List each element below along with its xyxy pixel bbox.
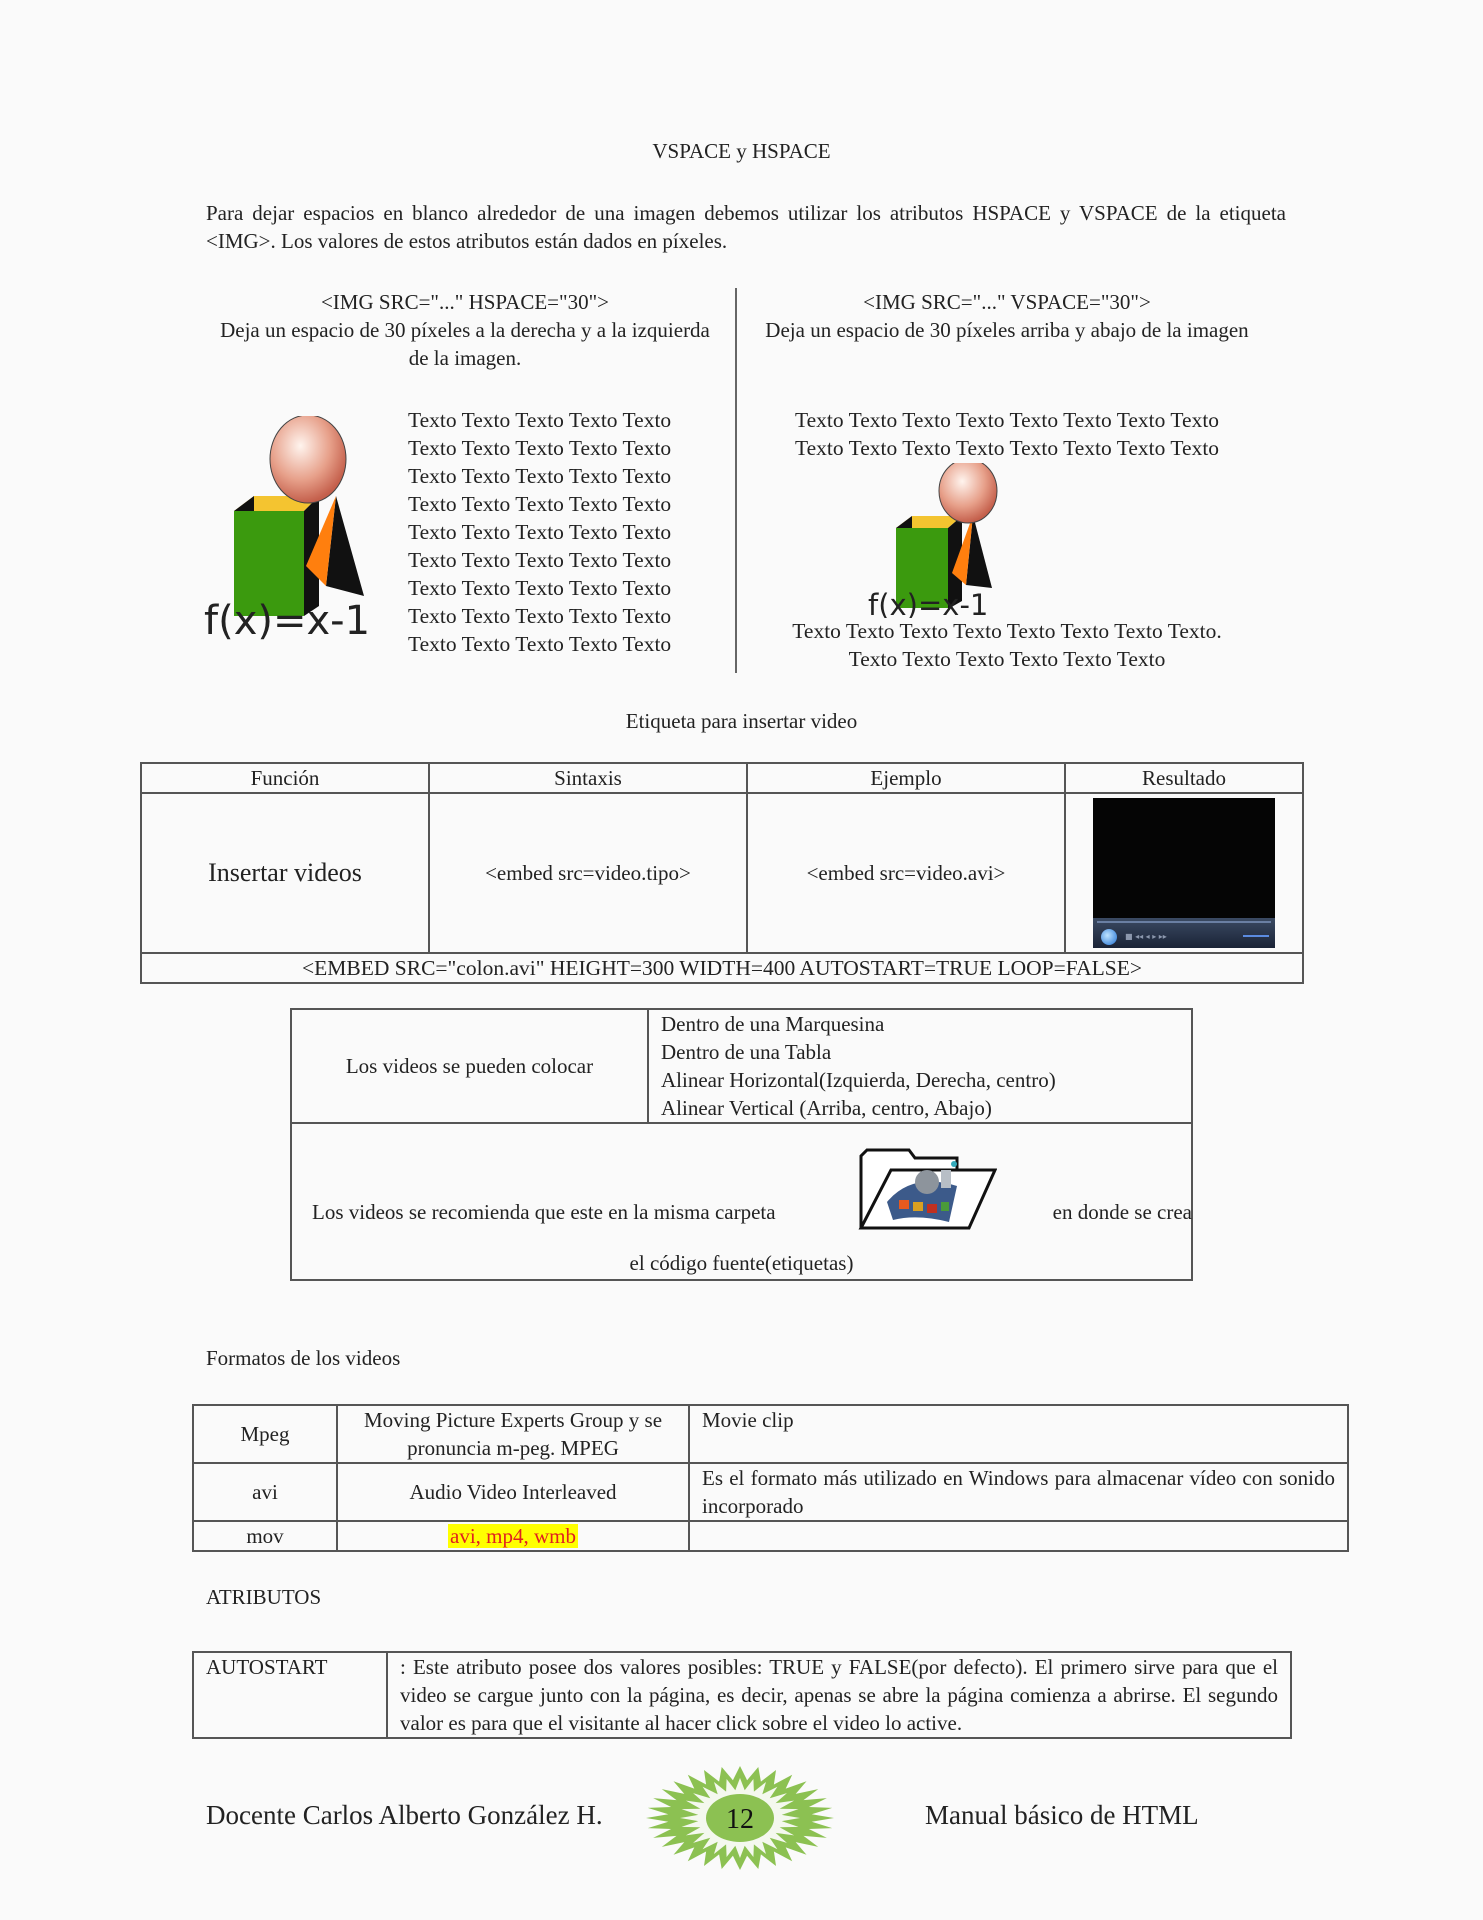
placement-table	[290, 1008, 1193, 1281]
page-number-badge	[645, 1764, 835, 1872]
video-section-title: Etiqueta para insertar video	[625, 709, 858, 733]
video-folder-icon	[857, 1142, 997, 1232]
vspace-header	[752, 288, 1262, 344]
header-funcion: Función	[141, 763, 429, 793]
vspace-text-top	[752, 406, 1262, 462]
video-player[interactable]	[1093, 798, 1275, 948]
hspace-code: <IMG SRC="..." HSPACE="30">	[320, 290, 610, 314]
table-row	[141, 953, 1303, 983]
playback-controls-icon[interactable]: ■ ◂◂ ◂ ▸ ▸▸	[1125, 932, 1167, 941]
vspace-description: Deja un espacio de 30 píxeles arriba y abajo de la imagen	[765, 318, 1249, 342]
table-row	[193, 1405, 1348, 1463]
volume-slider[interactable]	[1243, 935, 1269, 937]
folder-text-before: Los videos se recomienda que este en la misma carpeta	[312, 1200, 776, 1224]
format-ext: avi	[193, 1463, 337, 1521]
format-desc	[689, 1521, 1348, 1551]
format-name-cell	[337, 1521, 689, 1551]
formats-title: Formatos de los videos	[206, 1346, 401, 1370]
geometric-shapes-image	[204, 416, 374, 641]
table-row	[193, 1652, 1291, 1738]
placement-option: Dentro de una Marquesina	[661, 1012, 885, 1036]
text-line: Texto Texto Texto Texto Texto Texto Texto Texto.	[792, 619, 1222, 643]
format-name: Audio Video Interleaved	[337, 1463, 689, 1521]
text-line: Texto Texto Texto Texto Texto	[408, 548, 672, 572]
formula-text: f(x)=x-1	[204, 598, 371, 641]
text-line: Texto Texto Texto Texto Texto	[408, 492, 672, 516]
text-line: Texto Texto Texto Texto Texto	[408, 436, 672, 460]
formats-table	[192, 1404, 1349, 1552]
attributes-table	[192, 1651, 1292, 1739]
attributes-title: ATRIBUTOS	[206, 1585, 322, 1609]
placement-option: Dentro de una Tabla	[661, 1040, 832, 1064]
folder-recommendation-cell	[291, 1123, 1192, 1280]
attribute-description: : Este atributo posee dos valores posibles: TRUE y FALSE(por defecto). El primero sirve para que el video se cargue junto con la página, es decir, apenas se abre la página comienza a abrirse. El segundo valor es para que el visitante al hacer click sobre el video lo active.	[387, 1652, 1291, 1738]
table-row	[193, 1463, 1348, 1521]
page-title: VSPACE y HSPACE	[652, 139, 831, 163]
hspace-header	[210, 288, 720, 372]
cell-funcion: Insertar videos	[141, 793, 429, 953]
format-desc: Movie clip	[689, 1405, 1348, 1463]
page-number: 12	[726, 1804, 754, 1835]
placement-option: Alinear Horizontal(Izquierda, Derecha, centro)	[661, 1068, 1056, 1092]
footer-manual-title: Manual básico de HTML	[925, 1800, 1199, 1830]
text-line: Texto Texto Texto Texto Texto Texto Texto Texto	[794, 408, 1220, 432]
placement-option: Alinear Vertical (Arriba, centro, Abajo)	[661, 1096, 992, 1120]
embed-table	[140, 762, 1304, 984]
footer-author: Docente Carlos Alberto González H.	[206, 1800, 603, 1830]
format-ext: mov	[193, 1521, 337, 1551]
folder-text-after: en donde se crea	[1052, 1200, 1192, 1224]
format-ext: Mpeg	[193, 1405, 337, 1463]
hspace-sample-text	[408, 406, 728, 658]
text-line: Texto Texto Texto Texto Texto	[408, 464, 672, 488]
table-header-row	[141, 763, 1303, 793]
cell-sintaxis: <embed src=video.tipo>	[429, 793, 747, 953]
highlighted-text: avi, mp4, wmb	[450, 1524, 576, 1548]
text-line: Texto Texto Texto Texto Texto	[408, 604, 672, 628]
placement-options	[648, 1009, 1192, 1123]
intro-paragraph: Para dejar espacios en blanco alrededor de una imagen debemos utilizar los atributos HSPACE y VSPACE de la etiqueta <IMG>. Los valores de estos atributos están dados en píxeles.	[206, 201, 1286, 253]
header-resultado: Resultado	[1065, 763, 1303, 793]
vspace-code: <IMG SRC="..." VSPACE="30">	[863, 290, 1151, 314]
text-line: Texto Texto Texto Texto Texto	[408, 520, 672, 544]
folder-text-last: el código fuente(etiquetas)	[629, 1251, 854, 1275]
player-control-bar	[1093, 918, 1275, 948]
text-line: Texto Texto Texto Texto Texto	[408, 576, 672, 600]
seek-bar[interactable]	[1097, 921, 1271, 923]
text-line: Texto Texto Texto Texto Texto Texto	[848, 647, 1166, 671]
attribute-name: AUTOSTART	[193, 1652, 387, 1738]
text-line: Texto Texto Texto Texto Texto	[408, 632, 672, 656]
geometric-shapes-image	[862, 463, 1032, 618]
embed-code-example: <EMBED SRC="colon.avi" HEIGHT=300 WIDTH=400 AUTOSTART=TRUE LOOP=FALSE>	[141, 953, 1303, 983]
vspace-text-bottom	[752, 617, 1262, 673]
format-desc: Es el formato más utilizado en Windows para almacenar vídeo con sonido incorporado	[689, 1463, 1348, 1521]
play-icon[interactable]	[1101, 929, 1117, 945]
header-ejemplo: Ejemplo	[747, 763, 1065, 793]
placement-label: Los videos se pueden colocar	[291, 1009, 648, 1123]
cell-ejemplo: <embed src=video.avi>	[747, 793, 1065, 953]
table-row	[291, 1009, 1192, 1123]
column-divider	[735, 288, 737, 673]
cell-resultado	[1065, 793, 1303, 953]
hspace-description: Deja un espacio de 30 píxeles a la derecha y a la izquierda de la imagen.	[220, 318, 710, 370]
table-row	[291, 1123, 1192, 1280]
table-row	[193, 1521, 1348, 1551]
formula-text: f(x)=x-1	[868, 588, 989, 618]
table-row	[141, 793, 1303, 953]
text-line: Texto Texto Texto Texto Texto Texto Texto Texto	[794, 436, 1220, 460]
format-name: Moving Picture Experts Group y se pronuncia m-peg. MPEG	[337, 1405, 689, 1463]
header-sintaxis: Sintaxis	[429, 763, 747, 793]
text-line: Texto Texto Texto Texto Texto	[408, 408, 672, 432]
